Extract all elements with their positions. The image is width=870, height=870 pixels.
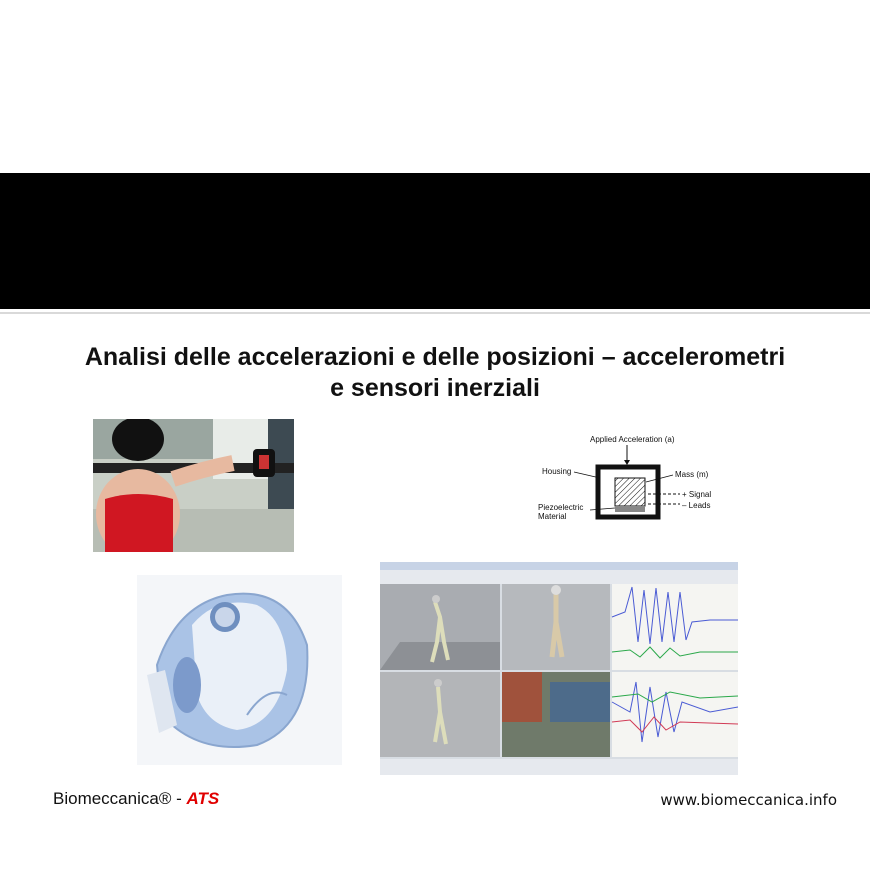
header-black-band [0, 173, 870, 309]
footer-brand-accent: ATS [186, 789, 220, 808]
label-material: Material [538, 512, 567, 521]
footer-brand [53, 789, 219, 809]
accelerometer-diagram [530, 430, 730, 530]
label-housing: Housing [542, 467, 572, 476]
barbell-photo-illustration [93, 419, 294, 552]
slide-title [30, 342, 840, 404]
title-line-1: Analisi delle accelerazioni e delle posizioni – accelerometri [84, 343, 786, 371]
sensor-device-photo [137, 575, 342, 765]
footer-brand-text: Biomeccanica® - [53, 789, 187, 808]
label-piezoelectric: Piezoelectric [538, 503, 584, 512]
motion-analysis-software [380, 562, 738, 775]
label-signal: + Signal [682, 490, 712, 499]
label-leads: – Leads [682, 501, 711, 510]
footer-url: www.biomeccanica.info [660, 791, 837, 809]
label-mass: Mass (m) [675, 470, 709, 479]
title-line-2: e sensori inerziali [330, 374, 540, 402]
barbell-photo [93, 419, 294, 552]
label-applied-acceleration: Applied Acceleration (a) [590, 435, 675, 444]
separator-line [0, 312, 870, 314]
